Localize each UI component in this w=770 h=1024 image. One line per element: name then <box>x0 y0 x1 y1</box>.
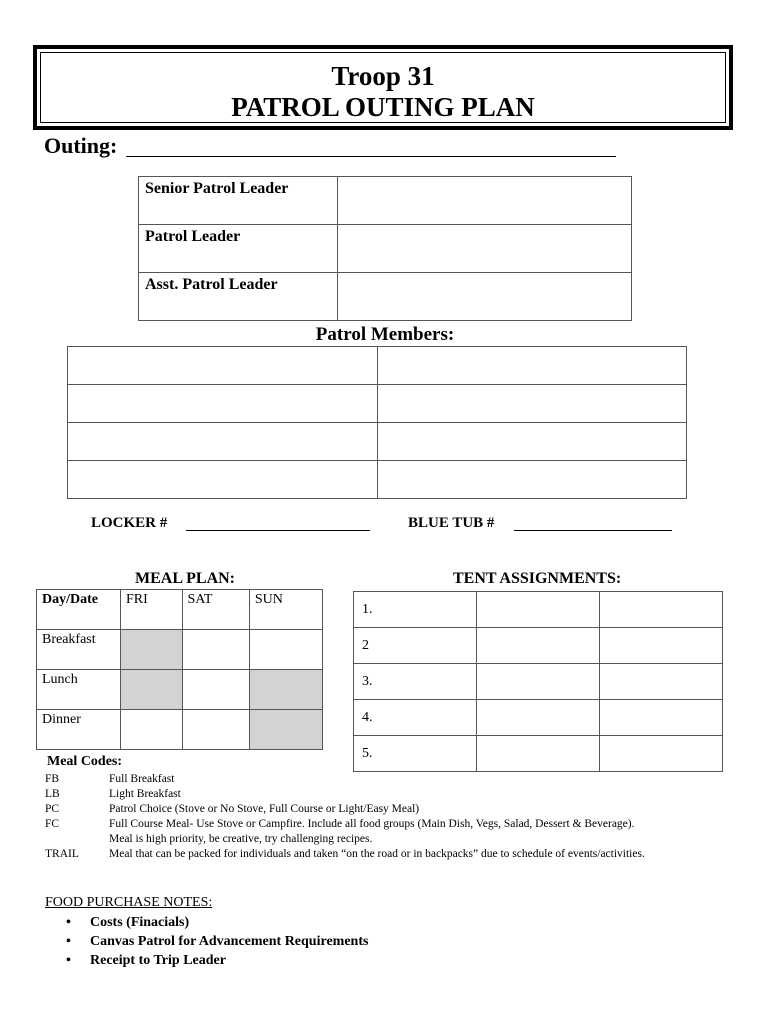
meal-cell-shaded <box>121 670 183 710</box>
tent-member-field[interactable] <box>477 736 600 772</box>
tent-number: 2 <box>354 628 477 664</box>
leader-role: Senior Patrol Leader <box>139 177 338 225</box>
outing-label: Outing: <box>44 133 118 158</box>
meal-header-daydate: Day/Date <box>37 590 121 630</box>
member-field[interactable] <box>377 347 687 385</box>
leader-name-field[interactable] <box>338 273 632 321</box>
tent-assignments-table <box>353 591 723 772</box>
table-row <box>354 628 723 664</box>
food-purchase-notes-list <box>66 913 368 970</box>
table-row <box>37 630 323 670</box>
meal-cell[interactable] <box>182 670 249 710</box>
member-field[interactable] <box>377 385 687 423</box>
blue-tub-label: BLUE TUB # <box>408 515 495 531</box>
tent-member-field[interactable] <box>600 592 723 628</box>
meal-codes-title: Meal Codes: <box>47 754 123 769</box>
blue-tub-field[interactable] <box>514 530 672 531</box>
member-field[interactable] <box>377 423 687 461</box>
tent-member-field[interactable] <box>600 700 723 736</box>
meal-plan-title: MEAL PLAN: <box>135 570 235 587</box>
member-field[interactable] <box>68 461 378 499</box>
meal-cell[interactable] <box>121 710 183 750</box>
meal-code-desc: Full Course Meal- Use Stove or Campfire. Include all food groups (Main Dish, Vegs, Salad, Dessert & Beverage). Meal is high priority, be creative, try challenging recipes. <box>109 818 635 845</box>
tent-member-field[interactable] <box>477 700 600 736</box>
title-box <box>33 45 733 130</box>
table-row <box>68 385 687 423</box>
meal-code-desc: Patrol Choice (Stove or No Stove, Full Course or Light/Easy Meal) <box>109 803 420 815</box>
table-row <box>139 177 632 225</box>
tent-number: 5. <box>354 736 477 772</box>
tent-member-field[interactable] <box>477 592 600 628</box>
patrol-members-title: Patrol Members: <box>315 324 455 345</box>
meal-cell-shaded <box>249 670 322 710</box>
outing-field[interactable] <box>126 156 616 157</box>
tent-number: 4. <box>354 700 477 736</box>
meal-code: LB <box>45 788 60 800</box>
meal-name: Dinner <box>37 710 121 750</box>
list-item: • Receipt to Trip Leader <box>66 951 368 970</box>
meal-code-desc: Light Breakfast <box>109 788 181 800</box>
table-row <box>68 347 687 385</box>
meal-code: FB <box>45 773 60 785</box>
table-row <box>354 700 723 736</box>
meal-header-fri: FRI <box>121 590 183 630</box>
meal-cell-shaded <box>249 710 322 750</box>
table-row <box>37 670 323 710</box>
table-row <box>354 592 723 628</box>
meal-cell[interactable] <box>249 630 322 670</box>
leader-name-field[interactable] <box>338 177 632 225</box>
list-item: • Costs (Finacials) <box>66 913 368 932</box>
tent-member-field[interactable] <box>477 628 600 664</box>
member-field[interactable] <box>68 385 378 423</box>
tent-member-field[interactable] <box>600 736 723 772</box>
meal-code: TRAIL <box>45 848 79 860</box>
meal-cell[interactable] <box>182 710 249 750</box>
table-row <box>139 273 632 321</box>
table-row <box>68 461 687 499</box>
locker-label: LOCKER # <box>91 515 168 531</box>
leader-role: Patrol Leader <box>139 225 338 273</box>
member-field[interactable] <box>68 423 378 461</box>
leaders-table <box>138 176 632 321</box>
page-title: PATROL OUTING PLAN <box>231 92 535 122</box>
list-item: • Canvas Patrol for Advancement Requirements <box>66 932 368 951</box>
meal-code: FC <box>45 818 60 830</box>
meal-code-desc: Full Breakfast <box>109 773 175 785</box>
meal-code-desc: Meal that can be packed for individuals and taken “on the road or in backpacks” due to schedule of events/activities. <box>109 848 645 860</box>
locker-field[interactable] <box>186 530 370 531</box>
member-field[interactable] <box>68 347 378 385</box>
food-purchase-notes-title: FOOD PURCHASE NOTES: <box>45 895 213 910</box>
table-row <box>354 664 723 700</box>
tent-number: 1. <box>354 592 477 628</box>
meal-name: Lunch <box>37 670 121 710</box>
meal-header-sat: SAT <box>182 590 249 630</box>
table-row <box>354 736 723 772</box>
table-row <box>139 225 632 273</box>
tent-number: 3. <box>354 664 477 700</box>
meal-cell[interactable] <box>182 630 249 670</box>
member-field[interactable] <box>377 461 687 499</box>
table-header-row <box>37 590 323 630</box>
leader-name-field[interactable] <box>338 225 632 273</box>
meal-header-sun: SUN <box>249 590 322 630</box>
table-row <box>68 423 687 461</box>
meal-plan-table <box>36 589 323 750</box>
meal-name: Breakfast <box>37 630 121 670</box>
tent-member-field[interactable] <box>600 628 723 664</box>
tent-assignments-title: TENT ASSIGNMENTS: <box>453 570 622 587</box>
troop-title: Troop 31 <box>331 61 435 91</box>
meal-cell-shaded <box>121 630 183 670</box>
tent-member-field[interactable] <box>477 664 600 700</box>
leader-role: Asst. Patrol Leader <box>139 273 338 321</box>
meal-code: PC <box>45 803 60 815</box>
table-row <box>37 710 323 750</box>
tent-member-field[interactable] <box>600 664 723 700</box>
patrol-members-table <box>67 346 687 499</box>
